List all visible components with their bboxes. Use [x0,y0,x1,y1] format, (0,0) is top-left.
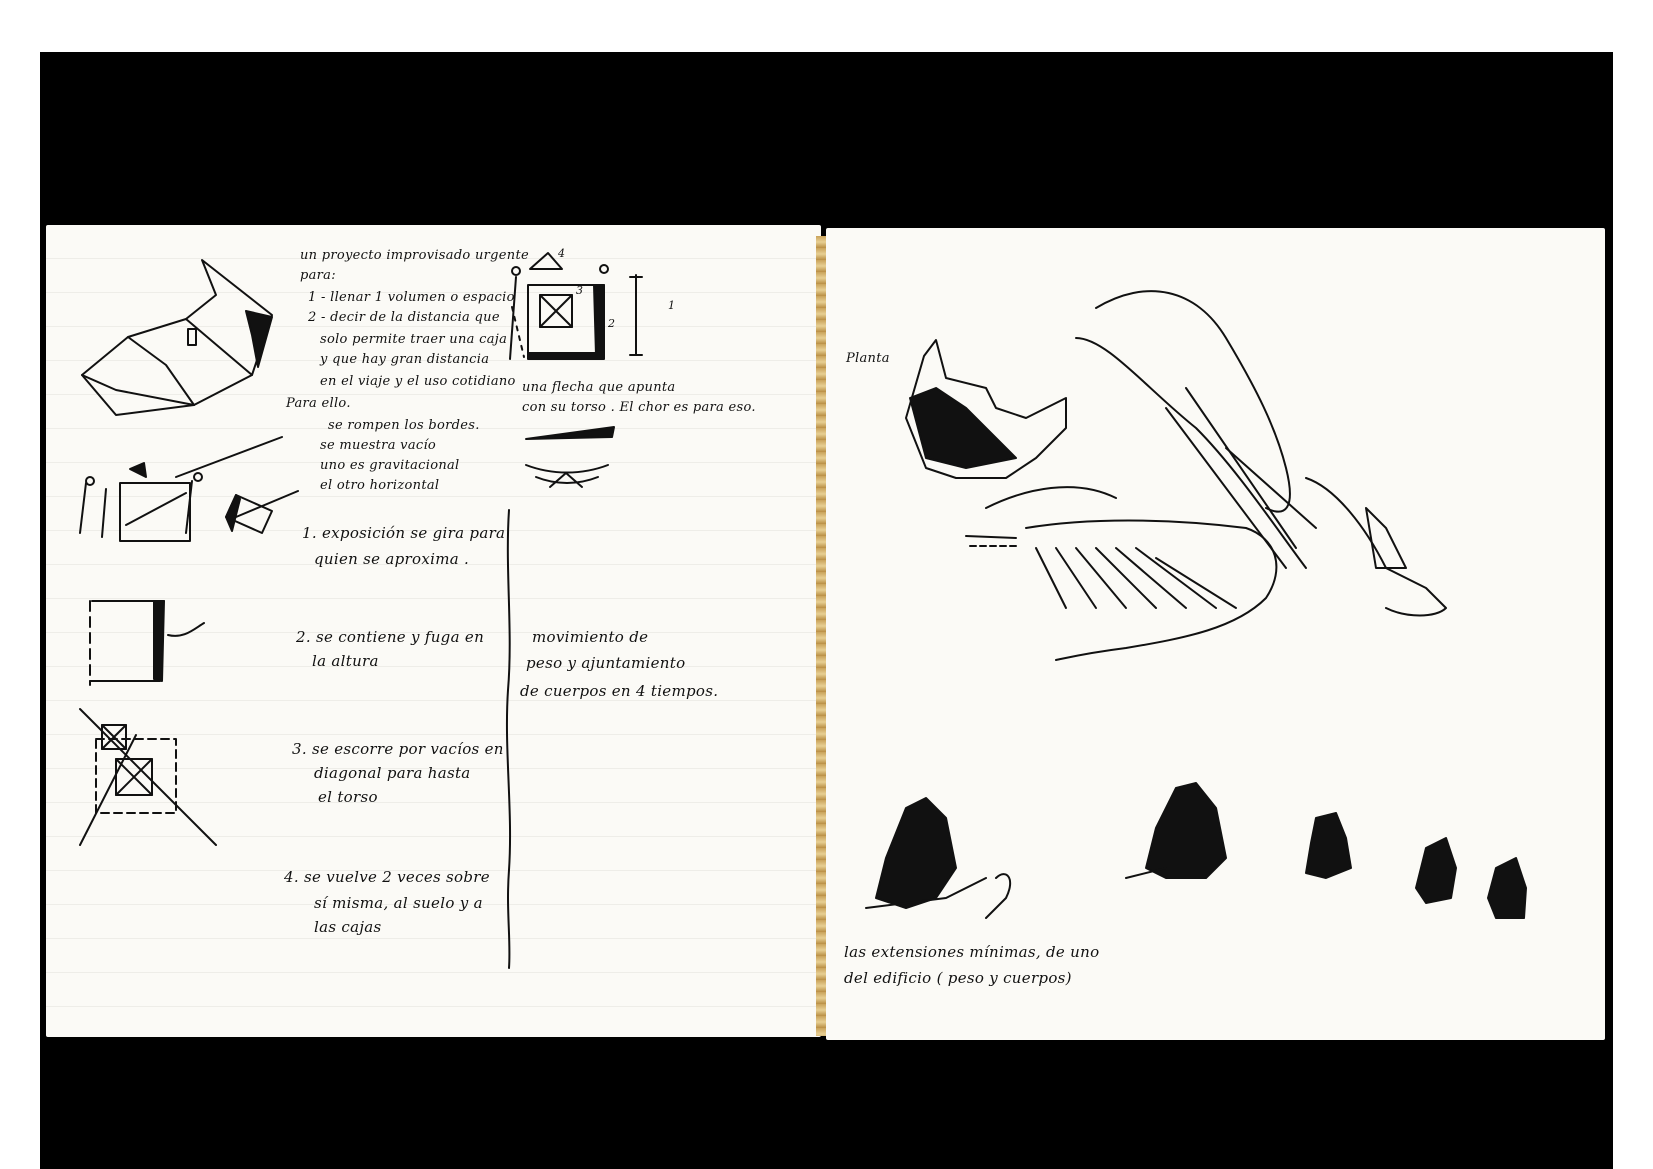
intro-note-line: 1 - llenar 1 volumen o espacio [308,290,515,305]
elevation-diagram [508,247,658,372]
diagram-label: 3 [576,284,584,297]
caption-line: las extensiones mínimas, de uno [844,943,1100,961]
step-4: 4. se vuelve 2 veces sobre [284,868,490,886]
step-4: sí misma, al suelo y a [314,894,483,912]
divider-line [501,510,521,970]
intro-note-line: Para ello. [286,396,351,411]
step-2: la altura [312,652,379,670]
planta-label: Planta [846,351,890,366]
side-note-line: peso y ajuntamiento [526,654,686,672]
intro-note-line: para: [300,268,336,283]
step-3: el torso [318,788,378,806]
contained-square-sketch [84,595,224,705]
notebook-right-page [826,228,1605,1040]
sitting-figures-sketch [846,768,1586,928]
wedge-sketch [522,425,622,495]
side-note-line: movimiento de [532,628,649,646]
step-1: quien se aproxima . [314,550,470,568]
step-4: las cajas [314,918,382,936]
arrow-note-line: una flecha que apunta [522,380,676,395]
arrow-note-line: con su torso . El chor es para eso. [522,400,756,415]
intro-note-line: en el viaje y el uso cotidiano [320,374,516,389]
intro-note-line: y que hay gran distancia [320,352,490,367]
reclining-figure-sketch [866,268,1606,728]
notebook-left-page [46,225,821,1037]
intro-note-line: 2 - decir de la distancia que [308,310,500,325]
diagram-label: 2 [608,317,616,330]
intro-note-line: solo permite traer una caja [320,332,508,347]
step-1: 1. exposición se gira para [302,524,506,542]
rotating-panel-sketch [76,433,286,543]
diagram-label: 1 [668,299,676,312]
open-box-sketch [76,255,276,415]
caption-line: del edificio ( peso y cuerpos) [844,969,1072,987]
diagram-label: 4 [558,247,566,260]
step-2: 2. se contiene y fuga en [296,628,485,646]
intro-note-line: se rompen los bordes. [328,418,480,433]
step-3: diagonal para hasta [314,764,471,782]
side-note-line: de cuerpos en 4 tiempos. [520,682,719,700]
intro-note-line: se muestra vacío [320,438,437,453]
intro-note-line: uno es gravitacional [320,458,460,473]
intro-note-line: el otro horizontal [320,478,440,493]
step-3: 3. se escorre por vacíos en [292,740,504,758]
diagonal-grid-sketch [76,705,226,855]
intro-note-line: un proyecto improvisado urgente [300,248,529,263]
